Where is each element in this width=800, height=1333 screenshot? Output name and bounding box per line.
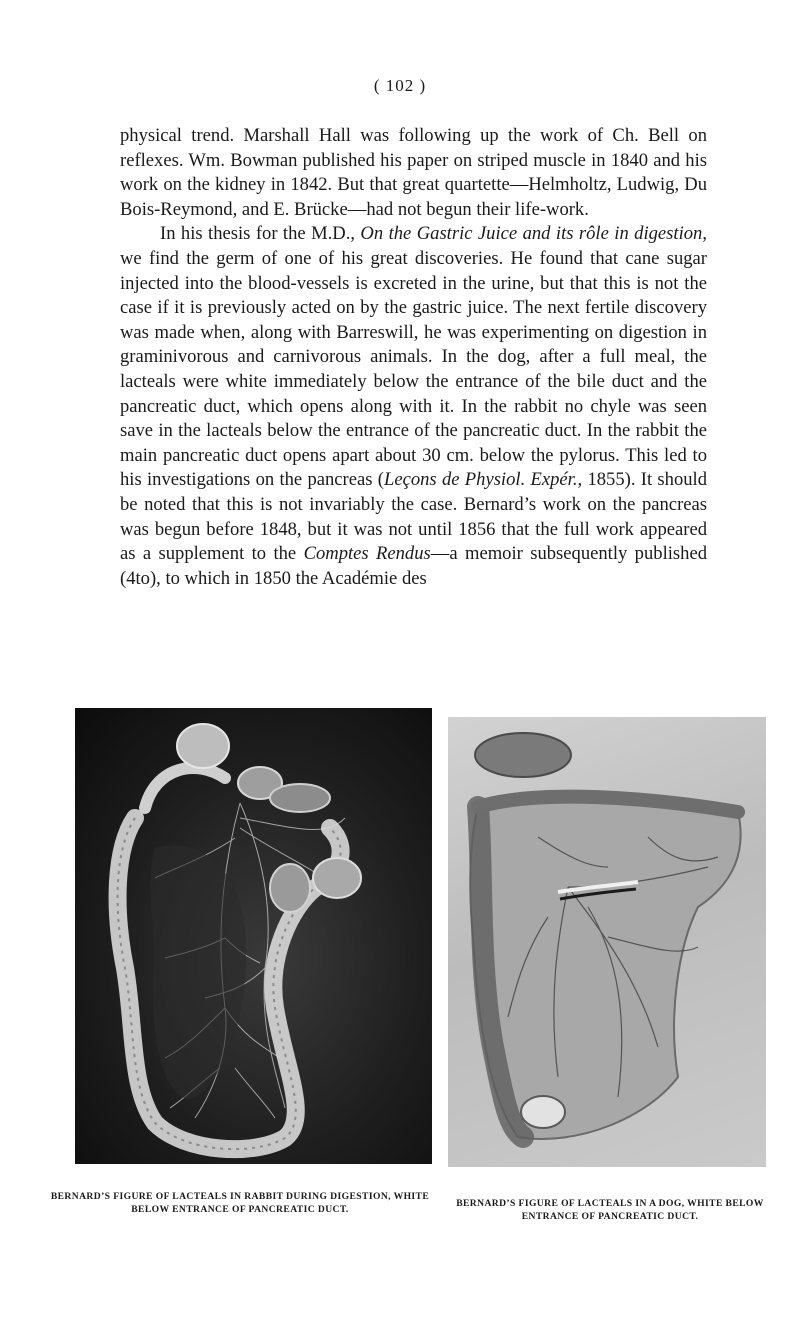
paragraph-2-text-1: In his thesis for the M.D., (160, 223, 361, 245)
thesis-title: On the Gastric Juice and its rôle in digestion (360, 223, 703, 245)
comptes-rendus-title: Comptes Rendus (303, 543, 431, 565)
paragraph-2-text-2: , we find the germ of one of his great discoveries. He found that cane sugar injected into the blood-vessels is excreted in the urine, but that this is not the case if it is previously acted on by the gastric juice. The next fertile discovery was made when, along with Barreswill, he was experimenting on digestion in graminivorous and carnivorous animals. In the dog, after a full meal, the lacteals were white immediately below the entrance of the bile duct and the pancreatic duct, which opens along with it. In the rabbit no chyle was seen save in the lacteals below the entrance of the pancreatic duct. In the rabbit the main pancreatic duct opens apart about 30 cm. below the pylorus. This led to his investigations on the pancreas ( (120, 223, 707, 491)
paragraph-2-text-3: , 1855). It should be noted that this is not invariably the case. Bernard’s work on the pancreas was begun before 1848, but it was not until 1856 that the full work appeared as a supplement to the (120, 469, 707, 565)
paragraph-1: physical trend. Marshall Hall was following up the work of Ch. Bell on reflexes. Wm. Bowman published his paper on striped muscle in 1840 and his work on the kidney in 1842. But that great quartette—Helmholtz, Ludwig, Du Bois-Reymond, and E. Brücke—had not begun their life-work. (120, 125, 707, 220)
paragraph-2 (120, 222, 707, 591)
paragraph-2-text-4: —a memoir subsequently published (4to), to which in 1850 the Académie des (120, 543, 707, 589)
page-number: ( 102 ) (373, 76, 427, 95)
dog-lacteals-figure (448, 717, 766, 1167)
left-figure-caption: BERNARD’S FIGURE OF LACTEALS IN RABBIT DURING DIGESTION, WHITE BELOW ENTRANCE OF PANCREATIC DUCT. (50, 1191, 430, 1215)
lecons-title: Leçons de Physiol. Expér. (383, 469, 578, 491)
rabbit-lacteals-figure (75, 708, 432, 1164)
body-text (120, 124, 707, 591)
right-figure-caption: BERNARD’S FIGURE OF LACTEALS IN A DOG, WHITE BELOW ENTRANCE OF PANCREATIC DUCT. (456, 1198, 764, 1222)
